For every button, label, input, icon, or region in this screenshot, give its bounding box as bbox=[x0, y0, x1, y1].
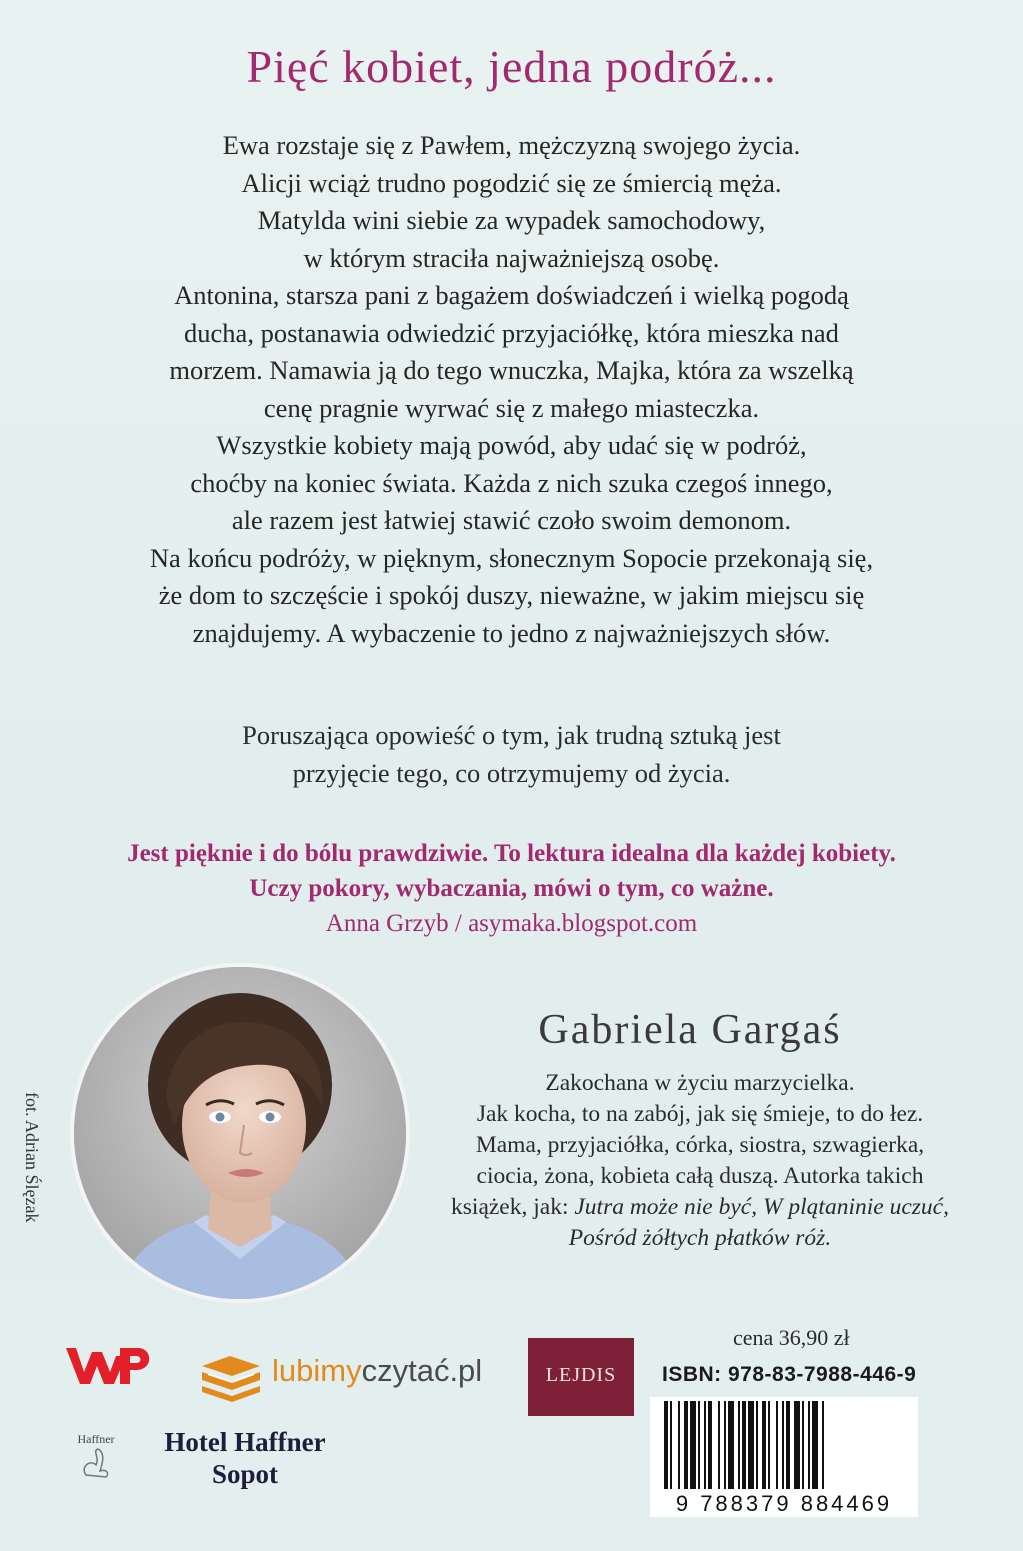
lubimyczytac-logo bbox=[272, 1353, 482, 1389]
barcode-bars bbox=[650, 1397, 918, 1491]
barcode-bar bbox=[708, 1401, 712, 1489]
bio-line bbox=[420, 1223, 980, 1254]
barcode-bar bbox=[690, 1401, 696, 1489]
hotel-haffner-logo bbox=[140, 1426, 350, 1490]
lejdis-logo bbox=[528, 1338, 634, 1416]
logo-text-part: czytać.pl bbox=[361, 1353, 483, 1388]
barcode-bar bbox=[822, 1401, 824, 1489]
price: cena 36,90 zł bbox=[733, 1325, 850, 1350]
blurb-line: w którym straciła najważniejszą osobę. bbox=[303, 242, 720, 273]
barcode-bar bbox=[808, 1401, 810, 1489]
bio-book-title: Jutra może nie być, W plątaninie uczuć, bbox=[574, 1194, 949, 1220]
barcode-bar bbox=[776, 1401, 778, 1489]
barcode-bar bbox=[782, 1401, 784, 1489]
blurb-line: znajdujemy. A wybaczenie to jedno z najważniejszych słów. bbox=[192, 617, 831, 648]
barcode-bar bbox=[748, 1401, 754, 1489]
barcode-bar bbox=[812, 1401, 818, 1489]
author-portrait bbox=[70, 963, 410, 1303]
swan-icon bbox=[76, 1447, 116, 1483]
bio-line: Zakochana w życiu marzycielka. bbox=[545, 1070, 855, 1096]
barcode-bar bbox=[684, 1401, 688, 1489]
barcode-bar bbox=[678, 1401, 680, 1489]
blurb-line: cenę pragnie wyrwać się z małego miasteczka. bbox=[263, 392, 760, 423]
barcode-bar bbox=[756, 1401, 758, 1489]
barcode-bar bbox=[786, 1401, 790, 1489]
blurb-line: że dom to szczęście i spokój duszy, nieważne, w jakim miejscu się bbox=[158, 580, 865, 610]
blurb-line: Antonina, starsza pani z bagażem doświadczeń i wielką pogodą bbox=[174, 280, 849, 310]
barcode-bar bbox=[718, 1401, 720, 1489]
blurb-line: Matylda wini siebie za wypadek samochodowy, bbox=[257, 205, 766, 235]
author-name: Gabriela Gargaś bbox=[538, 1007, 842, 1053]
barcode-bar bbox=[738, 1401, 740, 1489]
lejdis-logo-text: LEJDIS bbox=[545, 1364, 617, 1386]
bio-book-title: Pośród żółtych płatków róż. bbox=[568, 1225, 832, 1251]
bio-books-prefix: książek, jak: bbox=[451, 1194, 575, 1220]
barcode-bar bbox=[698, 1401, 700, 1489]
blurb-line: Alicji wciąż trudno pogodzić się ze śmiercią męża. bbox=[241, 167, 782, 198]
review-quote bbox=[20, 836, 1003, 941]
blurb bbox=[30, 127, 993, 652]
isbn: ISBN: 978-83-7988-446-9 bbox=[662, 1363, 917, 1386]
barcode bbox=[650, 1397, 918, 1517]
quote-line: Jest pięknie i do bólu prawdziwie. To lektura idealna dla każdej kobiety. bbox=[127, 840, 896, 867]
blurb-line: Wszystkie kobiety mają powód, aby udać się w podróż, bbox=[216, 430, 807, 460]
barcode-bar bbox=[670, 1401, 672, 1489]
quote-line: Uczy pokory, wybaczania, mówi o tym, co ważne. bbox=[249, 875, 774, 902]
blurb-line: ducha, postanawia odwiedzić przyjaciółkę, która mieszka nad bbox=[184, 317, 839, 348]
blurb-line: Na końcu podróży, w pięknym, słonecznym Sopocie przekonają się, bbox=[149, 542, 874, 573]
barcode-bar bbox=[768, 1401, 770, 1489]
barcode-bar bbox=[742, 1401, 746, 1489]
barcode-bar bbox=[728, 1401, 734, 1489]
headline: Pięć kobiet, jedna podróż... bbox=[246, 41, 777, 92]
logo-text-part: lubimy bbox=[272, 1353, 362, 1388]
barcode-bar bbox=[704, 1401, 706, 1489]
photo-credit: fot. Adrian Ślęzak bbox=[22, 1092, 42, 1223]
blurb-line: Ewa rozstaje się z Pawłem, mężczyzną swojego życia. bbox=[222, 130, 801, 160]
haffner-emblem-text: Haffner bbox=[77, 1432, 115, 1446]
haffner-emblem bbox=[56, 1432, 136, 1487]
hotel-city: Sopot bbox=[211, 1459, 279, 1489]
barcode-bar bbox=[762, 1401, 766, 1489]
summary-line: Poruszająca opowieść o tym, jak trudną sztuką jest bbox=[242, 720, 781, 750]
bio-line: Mama, przyjaciółka, córka, siostra, szwagierka, bbox=[475, 1132, 925, 1158]
quote-attribution: Anna Grzyb / asymaka.blogspot.com bbox=[325, 910, 698, 937]
wp-logo-icon bbox=[64, 1342, 156, 1388]
bio-line bbox=[420, 1192, 980, 1223]
bio-line: ciocia, żona, kobieta całą duszą. Autorka takich bbox=[476, 1163, 924, 1189]
author-portrait-illustration bbox=[74, 967, 406, 1299]
books-stack-icon bbox=[196, 1352, 266, 1402]
blurb-line: choćby na koniec świata. Każda z nich szuka czegoś innego, bbox=[190, 467, 833, 498]
summary bbox=[30, 717, 993, 792]
blurb-line: morzem. Namawia ją do tego wnuczka, Majka, która za wszelką bbox=[169, 355, 854, 385]
barcode-bar bbox=[794, 1401, 800, 1489]
hotel-name: Hotel Haffner bbox=[164, 1427, 326, 1457]
blurb-line: ale razem jest łatwiej stawić czoło swoim demonom. bbox=[231, 505, 792, 535]
bio-line: Jak kocha, to na zabój, jak się śmieje, to do łez. bbox=[476, 1101, 924, 1127]
barcode-digits: 9 788379 884469 bbox=[675, 1491, 893, 1516]
barcode-bar bbox=[664, 1401, 668, 1489]
barcode-bar bbox=[724, 1401, 726, 1489]
author-bio bbox=[420, 1068, 980, 1254]
summary-line: przyjęcie tego, co otrzymujemy od życia. bbox=[292, 757, 731, 788]
barcode-bar bbox=[802, 1401, 804, 1489]
